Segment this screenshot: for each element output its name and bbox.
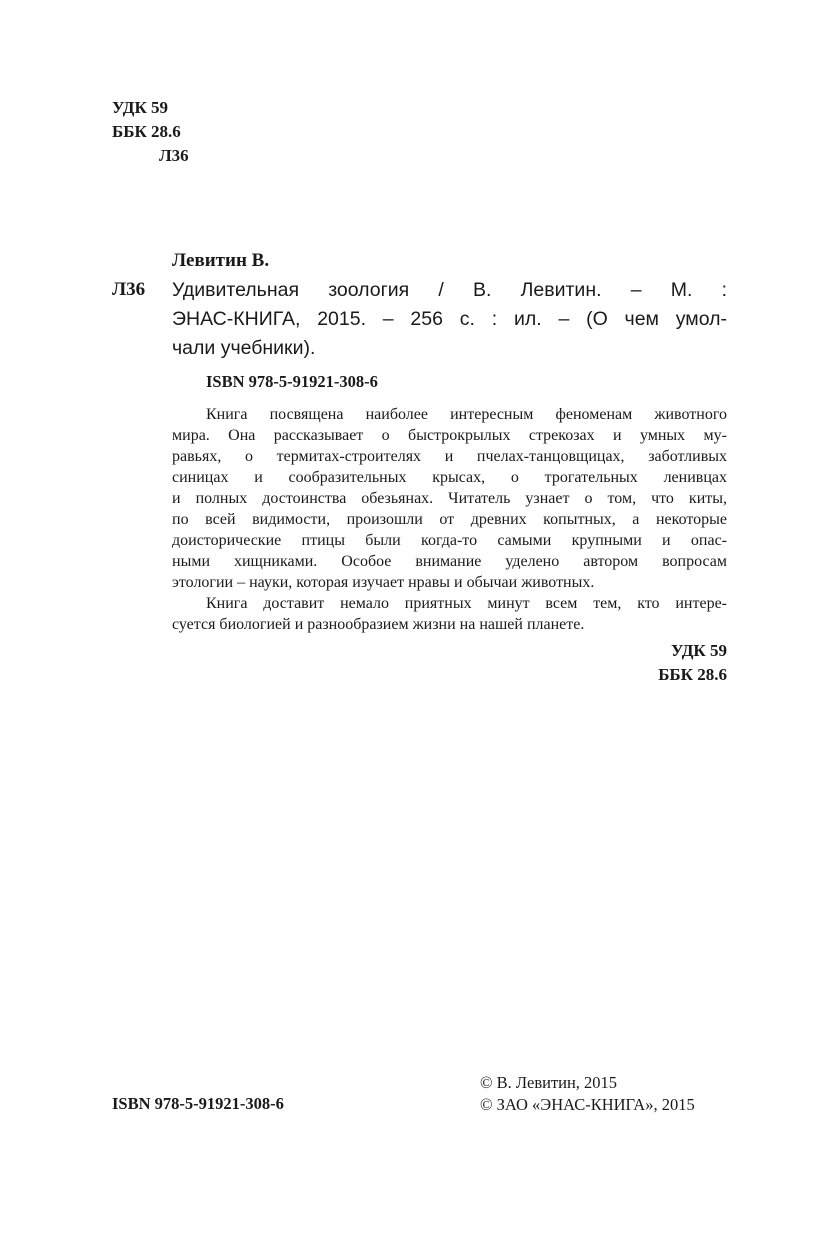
footer-isbn: ISBN 978-5-91921-308-6 <box>112 1094 284 1113</box>
entry-isbn: ISBN 978-5-91921-308-6 <box>206 372 378 391</box>
annotation-line: синицах и сообразительных крысах, о трогательных ленивцах <box>172 469 727 486</box>
entry-cutter-code: Л36 <box>112 279 146 300</box>
copyright-block <box>480 1072 695 1116</box>
udk-code: УДК 59 <box>112 98 169 117</box>
annotation <box>172 404 727 635</box>
annotation-line: Книга посвящена наиболее интересным феноменам животного <box>206 406 727 423</box>
classification-block-right <box>658 639 727 687</box>
annotation-line: мира. Она рассказывает о быстрокрылых стрекозах и умных му- <box>172 427 727 444</box>
udk-code: УДК 59 <box>670 641 727 660</box>
cutter-code: Л36 <box>159 146 189 165</box>
classification-block <box>112 96 189 168</box>
bib-line: ЭНАС-КНИГА, 2015. – 256 с. : ил. – (О чем умол- <box>172 308 727 330</box>
copyright-line: © ЗАО «ЭНАС-КНИГА», 2015 <box>480 1095 695 1114</box>
annotation-line: этологии – науки, которая изучает нравы и обычаи животных. <box>172 574 595 591</box>
bib-line: Удивительная зоология / В. Левитин. – М. : <box>172 279 727 301</box>
annotation-line: доисторические птицы были когда-то самыми крупными и опас- <box>172 532 727 549</box>
annotation-line: ными хищниками. Особое внимание уделено автором вопросам <box>172 553 727 570</box>
bibliographic-description <box>172 276 727 363</box>
bib-line: чали учебники). <box>172 337 316 359</box>
annotation-line: суется биологией и разнообразием жизни на нашей планете. <box>172 616 585 633</box>
copyright-line: © В. Левитин, 2015 <box>480 1073 618 1092</box>
author-heading: Левитин В. <box>172 250 270 271</box>
annotation-line: по всей видимости, произошли от древних копытных, а некоторые <box>172 511 727 528</box>
annotation-line: и полных достоинства обезьянах. Читатель узнает о том, что киты, <box>172 490 727 507</box>
bbk-code: ББК 28.6 <box>112 122 181 141</box>
annotation-line: Книга доставит немало приятных минут всем тем, кто интере- <box>206 595 727 612</box>
bbk-code: ББК 28.6 <box>658 665 727 684</box>
annotation-line: равьях, о термитах-строителях и пчелах-танцовщицах, заботливых <box>172 448 727 465</box>
